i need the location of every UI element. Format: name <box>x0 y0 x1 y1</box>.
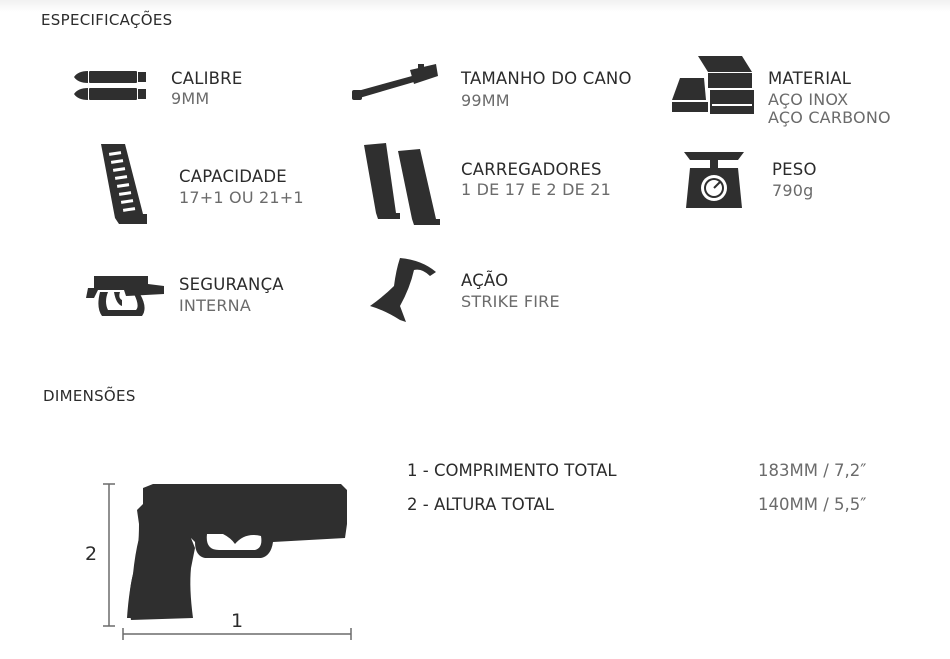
bullets-icon <box>74 69 150 103</box>
trigger-icon <box>86 276 164 318</box>
spec-value: INTERNA <box>179 296 252 315</box>
spec-title: CAPACIDADE <box>179 167 287 186</box>
dimension-label-height: 2 - ALTURA TOTAL <box>407 495 554 514</box>
barrel-icon <box>352 64 440 102</box>
dimension-label-length: 1 - COMPRIMENTO TOTAL <box>407 461 617 480</box>
spec-value: 790g <box>772 181 814 200</box>
spec-value: 17+1 OU 21+1 <box>179 188 304 207</box>
magazines-icon <box>364 143 440 225</box>
spec-title: CALIBRE <box>171 69 243 88</box>
spec-value: 9MM <box>171 89 210 108</box>
spec-value: 1 DE 17 E 2 DE 21 <box>461 180 611 199</box>
spec-value: STRIKE FIRE <box>461 292 560 311</box>
specifications-heading: ESPECIFICAÇÕES <box>41 11 173 29</box>
dimensions-heading: DIMENSÕES <box>43 387 136 405</box>
magazine-icon <box>101 144 149 224</box>
scale-icon <box>684 152 744 210</box>
spec-value: AÇO INOX <box>768 90 849 109</box>
pistol-silhouette-icon <box>95 478 357 646</box>
spec-title: MATERIAL <box>768 69 852 88</box>
spec-title: PESO <box>772 160 817 179</box>
spec-title: AÇÃO <box>461 271 509 290</box>
dimension-value-length: 183MM / 7,2″ <box>758 461 867 480</box>
dimension-value-height: 140MM / 5,5″ <box>758 495 867 514</box>
height-marker: 2 <box>85 543 98 565</box>
spec-title: SEGURANÇA <box>179 275 284 294</box>
spec-value-secondary: AÇO CARBONO <box>768 108 891 127</box>
metal-bars-icon <box>672 56 758 116</box>
hammer-icon <box>370 258 436 322</box>
spec-title: CARREGADORES <box>461 160 602 179</box>
width-marker: 1 <box>231 610 244 632</box>
spec-title: TAMANHO DO CANO <box>461 69 632 88</box>
spec-value: 99MM <box>461 91 510 110</box>
